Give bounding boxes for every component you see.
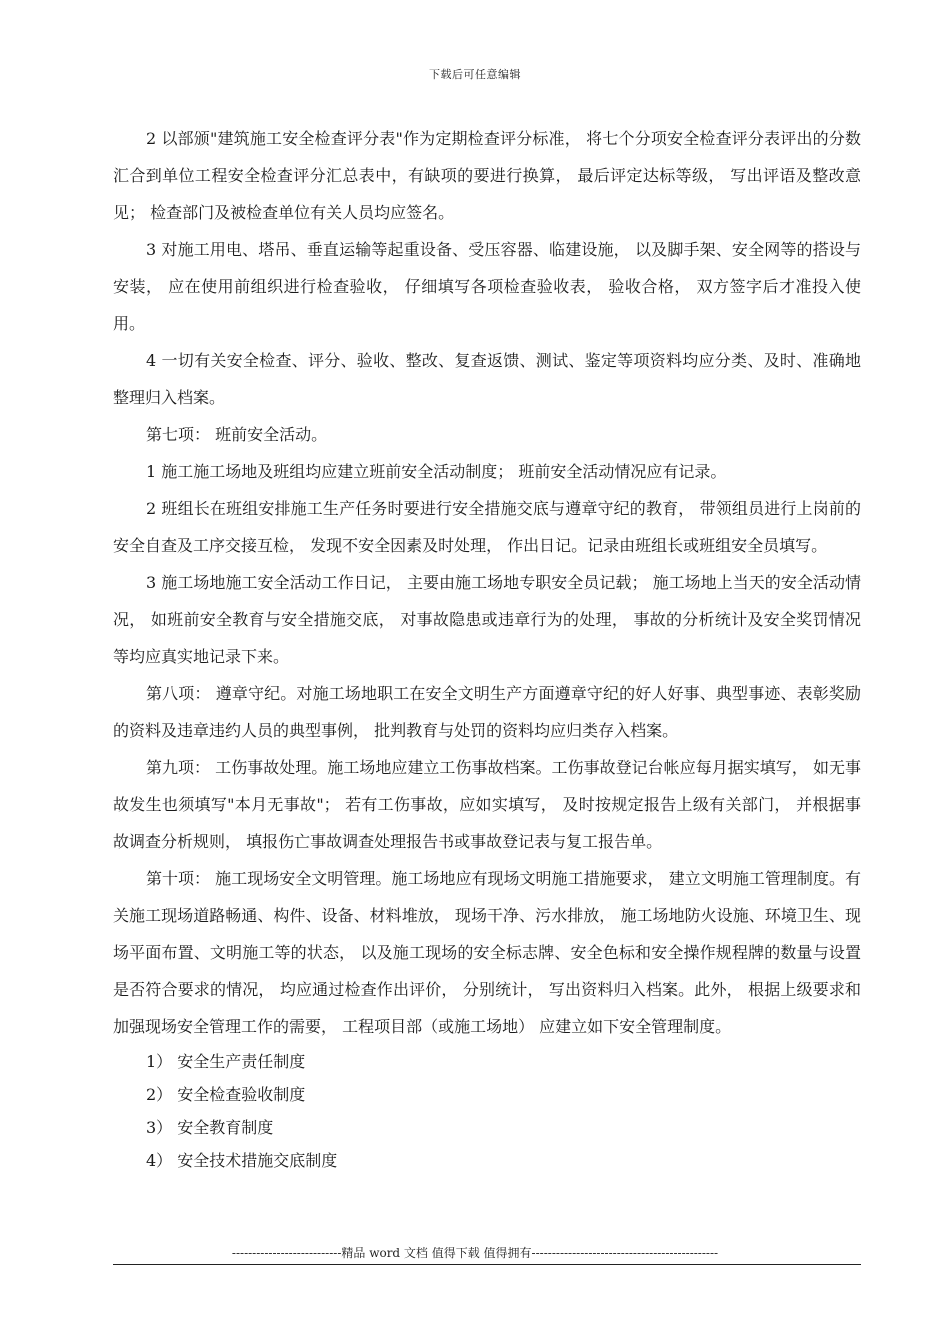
- paragraph-inspection-standard: 2 以部颁"建筑施工安全检查评分表"作为定期检查评分标准， 将七个分项安全检查评分表评出的分数汇合到单位工程安全检查评分汇总表中，有缺项的要进行换算， 最后评定达标等级， 写出评语及整改意见； 检查部门及被检查单位有关人员均应签名。: [113, 129, 861, 222]
- footer-divider: [113, 1264, 861, 1265]
- section-item-8-discipline: 第八项： 遵章守纪。对施工场地职工在安全文明生产方面遵章守纪的好人好事、典型事迹、表彰奖励的资料及违章违约人员的典型事例， 批判教育与处罚的资料均应归类存入档案。: [113, 684, 861, 740]
- page-header-note: 下载后可任意编辑: [429, 68, 521, 81]
- list-item: 3） 安全教育制度: [146, 1118, 274, 1137]
- section-item-9-injury: 第九项： 工伤事故处理。施工场地应建立工伤事故档案。工伤事故登记台帐应每月据实填写， 如无事故发生也须填写"本月无事故"； 若有工伤事故，应如实填写， 及时按规定报告上级有关部门， 并根据事故调查分析规则， 填报伤亡事故调查处理报告书或事故登记表与复工报告单。: [113, 758, 861, 851]
- paragraph-site-safety-log: 3 施工场地施工安全活动工作日记， 主要由施工场地专职安全员记载； 施工场地上当天的安全活动情况， 如班前安全教育与安全措施交底， 对事故隐患或违章行为的处理， 事故的分析统计及安全奖罚情况等均应真实地记录下来。: [113, 573, 861, 666]
- paragraph-team-leader-briefing: 2 班组长在班组安排施工生产任务时要进行安全措施交底与遵章守纪的教育， 带领组员进行上岗前的安全自查及工序交接互检， 发现不安全因素及时处理， 作出日记。记录由班组长或班组安全员填写。: [113, 499, 861, 555]
- document-body: [113, 120, 861, 1177]
- paragraph-equipment-acceptance: 3 对施工用电、塔吊、垂直运输等起重设备、受压容器、临建设施， 以及脚手架、安全网等的搭设与安装， 应在使用前组织进行检查验收， 仔细填写各项检查验收表， 验收合格， 双方签字后才准投入使用。: [113, 240, 861, 333]
- paragraph-shift-activity-system: 1 施工施工场地及班组均应建立班前安全活动制度； 班前安全活动情况应有记录。: [146, 462, 727, 481]
- list-item: 2） 安全检查验收制度: [146, 1085, 306, 1104]
- footer-text: ---------------------------精品 word 文档 值得下载 值得拥有----------------------------------------------: [231, 1246, 719, 1260]
- list-item: 4） 安全技术措施交底制度: [146, 1151, 338, 1170]
- list-item: 1） 安全生产责任制度: [146, 1052, 306, 1071]
- paragraph-archiving: 4 一切有关安全检查、评分、验收、整改、复查返馈、测试、鉴定等项资料均应分类、及时、准确地整理归入档案。: [113, 351, 861, 407]
- section-item-10-site-management: 第十项： 施工现场安全文明管理。施工场地应有现场文明施工措施要求， 建立文明施工管理制度。有关施工现场道路畅通、构件、设备、材料堆放， 现场干净、污水排放， 施工场地防火设施、环境卫生、现场平面布置、文明施工等的状态， 以及施工现场的安全标志牌、安全色标和安全操作规程牌的数量与设置是否符合要求的情况， 均应通过检查作出评价， 分别统计， 写出资料归入档案。此外， 根据上级要求和加强现场安全管理工作的需要， 工程项目部（或施工场地） 应建立如下安全管理制度。: [113, 869, 861, 1036]
- section-heading-item-7: 第七项： 班前安全活动。: [146, 425, 328, 444]
